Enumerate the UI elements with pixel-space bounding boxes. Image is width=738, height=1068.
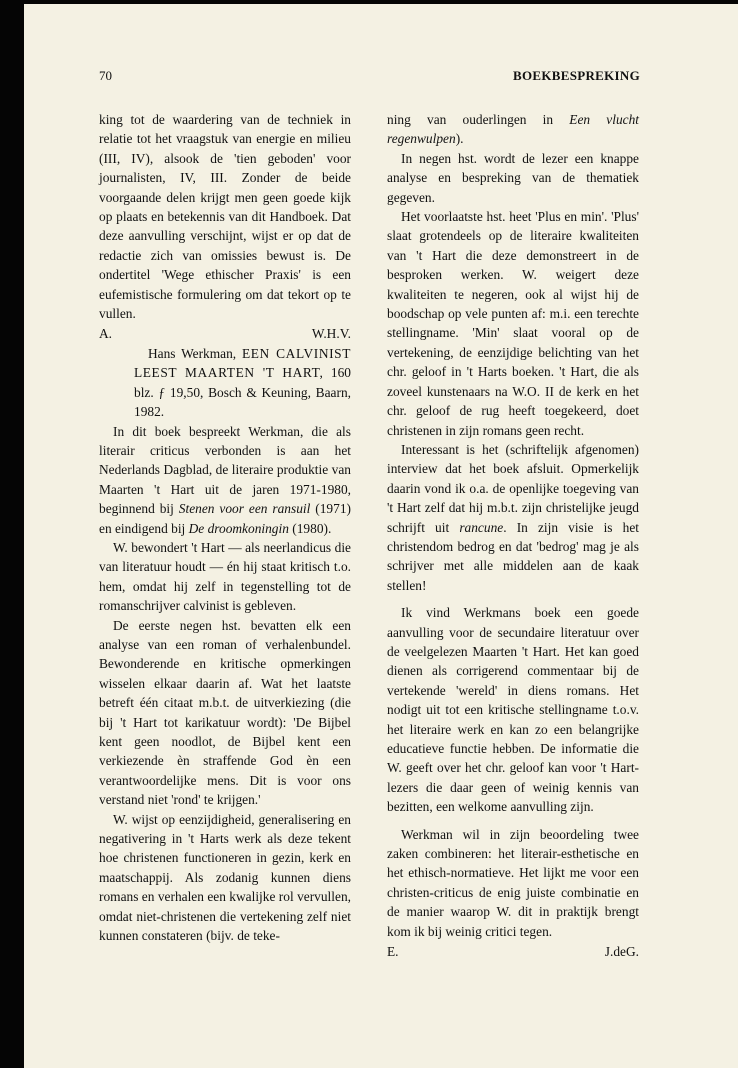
text-run: Interessant is het (schriftelijk afgenomen) interview dat het boek afsluit. Opmerkelijk daarin vond ik o.a. de openlijke toegeving van 't Hart zelf dat hij m.b.t. zijn christelijke jeugd schrijft uit — [387, 441, 639, 535]
review-paragraph-1 — [99, 422, 351, 538]
review-paragraph-8: Ik vind Werkmans boek een goede aanvulling voor de secundaire literatuur over de veelgelezen Maarten 't Hart. Het kan goed dienen als corrigerend commentaar bij de vertekende 'wereld' in diens romans. Het nodigt uit tot een kritische stellingname t.o.v. het literaire werk en kan zo een belangrijke educatieve functie hebben. De informatie die W. geeft over het chr. geloof kan voor 't Hart-lezers die daar geen of weinig kennis van bezitten, een welkome aanvulling zijn. — [387, 605, 639, 815]
book-reference — [99, 344, 351, 422]
text-run: (1980). — [288, 520, 332, 536]
book-title: EEN CALVINIST LEEST MAARTEN 'T HART, — [134, 345, 351, 381]
signoff-previous-review — [99, 324, 351, 343]
text-run: ). — [455, 131, 464, 147]
signoff-author: W.H.V. — [311, 326, 351, 342]
left-column — [99, 110, 351, 945]
review-paragraph-6: Het voorlaatste hst. heet 'Plus en min'. 'Plus' slaat grotendeels op de literaire kwaliteiten van 't Hart die deze demonstreert in de besproken werken. W. weigert deze kwaliteiten te negeren, ook al wijst hij de boodschap op vele punten af: m.i. een terechte stellingname. 'Min' slaat vooral op de vertekening, de eenzijdige belichting van het chr. geloof in 't Harts boeken. 't Hart, die als zoveel kunstenaars na W.O. II de kerk en het chr. geloof de rug heeft toegekeerd, doet christenen in zijn romans geen recht. — [387, 209, 639, 438]
text-run: ning van ouderlingen in — [387, 112, 570, 127]
text-run: In dit boek bespreekt Werkman, die als literair criticus verbonden is aan het Nederlands Dagblad, de literaire produktie van Maarten 't Hart uit de jaren 1971-1980, beginnend bij — [99, 423, 351, 517]
book-title-italic: De droomkoningin — [188, 520, 289, 536]
text-run: (1971) en eindigend bij — [99, 501, 351, 536]
emphasis-italic: rancune — [459, 519, 504, 535]
scan-border-left — [0, 0, 24, 1068]
review-paragraph-4: W. wijst op eenzijdigheid, generalisering en negativering in 't Harts werk als deze tekent hoe christenen functioneren in gezin, kerk en maatschappij. Als zodanig kunnen diens romans en verhalen een kwalijke rol vervullen, omdat niet-christenen die vertekening zelf niet kunnen constateren (bijv. de teke- — [99, 811, 351, 944]
book-author: Hans Werkman, — [148, 345, 237, 361]
review-paragraph-9: Werkman wil in zijn beoordeling twee zaken combineren: het literair-esthetische en het ethisch-normatieve. Het lijkt me voor een christen-criticus de enig juiste combinatie en de manier waarop W. dit in praktijk brengt kom ik bij weinig critici tegen. — [387, 826, 639, 939]
running-head: BOEKBESPREKING — [512, 68, 640, 83]
review-paragraph-5: In negen hst. wordt de lezer een knappe analyse en bespreking van de thematiek gegeven. — [387, 150, 639, 205]
text-run: . In zijn visie is het christendom bedrog en dat 'bedrog' mag je als schrijver met alle middelen aan de kaak stellen! — [387, 519, 640, 593]
review-paragraph-2: W. bewondert 't Hart — als neerlandicus die van literatuur houdt — én hij staat kritisch t.o. hem, omdat hij zelf in tegenstelling tot de romanschrijver calvinist is gebleven. — [99, 539, 351, 614]
book-title-italic: Een vlucht regenwulpen — [387, 112, 640, 147]
book-details: 160 blz. ƒ 19,50, Bosch & Keuning, Baarn, 1982. — [134, 365, 351, 420]
book-title-italic: Stenen voor een ransuil — [178, 501, 311, 517]
signoff-review — [387, 942, 639, 961]
signoff-initial: E. — [387, 944, 399, 960]
review-continuation-paragraph: king tot de waardering van de techniek in relatie tot het vraagstuk van energie en milieu (III, IV), alsook de 'tien geboden' voor journalisten, IV, III. Zonder de beide voorgaande delen krijgt men geen goede kijk op plaats en betekennis van dit Handboek. Dat deze aanvulling verschijnt, wijst er op dat de redactie zich van omissies bewust is. De ondertitel 'Wege ethischer Praxis' is een eufemistische formulering om dat tekort op te vullen. — [99, 112, 351, 322]
signoff-author: J.deG. — [604, 944, 639, 960]
right-column — [387, 110, 639, 961]
signoff-initial: A. — [99, 326, 113, 342]
page-number: 70 — [99, 68, 112, 83]
review-paragraph-4-continued — [387, 110, 639, 149]
review-paragraph-7 — [387, 440, 639, 595]
review-paragraph-3: De eerste negen hst. bevatten elk een analyse van een roman of verhalenbundel. Bewonderende en kritische opmerkingen wisselen elkaar daarin af. Wat het laatste betreft één citaat m.b.t. de uitverkiezing (die bij 't Hart tot karikatuur wordt): 'De Bijbel kent geen noodlot, de Bijbel kent een verkiezende èn straffende God èn een verantwoordelijke mens. Dit is voor ons verstand niet 'rond' te krijgen.' — [99, 617, 351, 808]
